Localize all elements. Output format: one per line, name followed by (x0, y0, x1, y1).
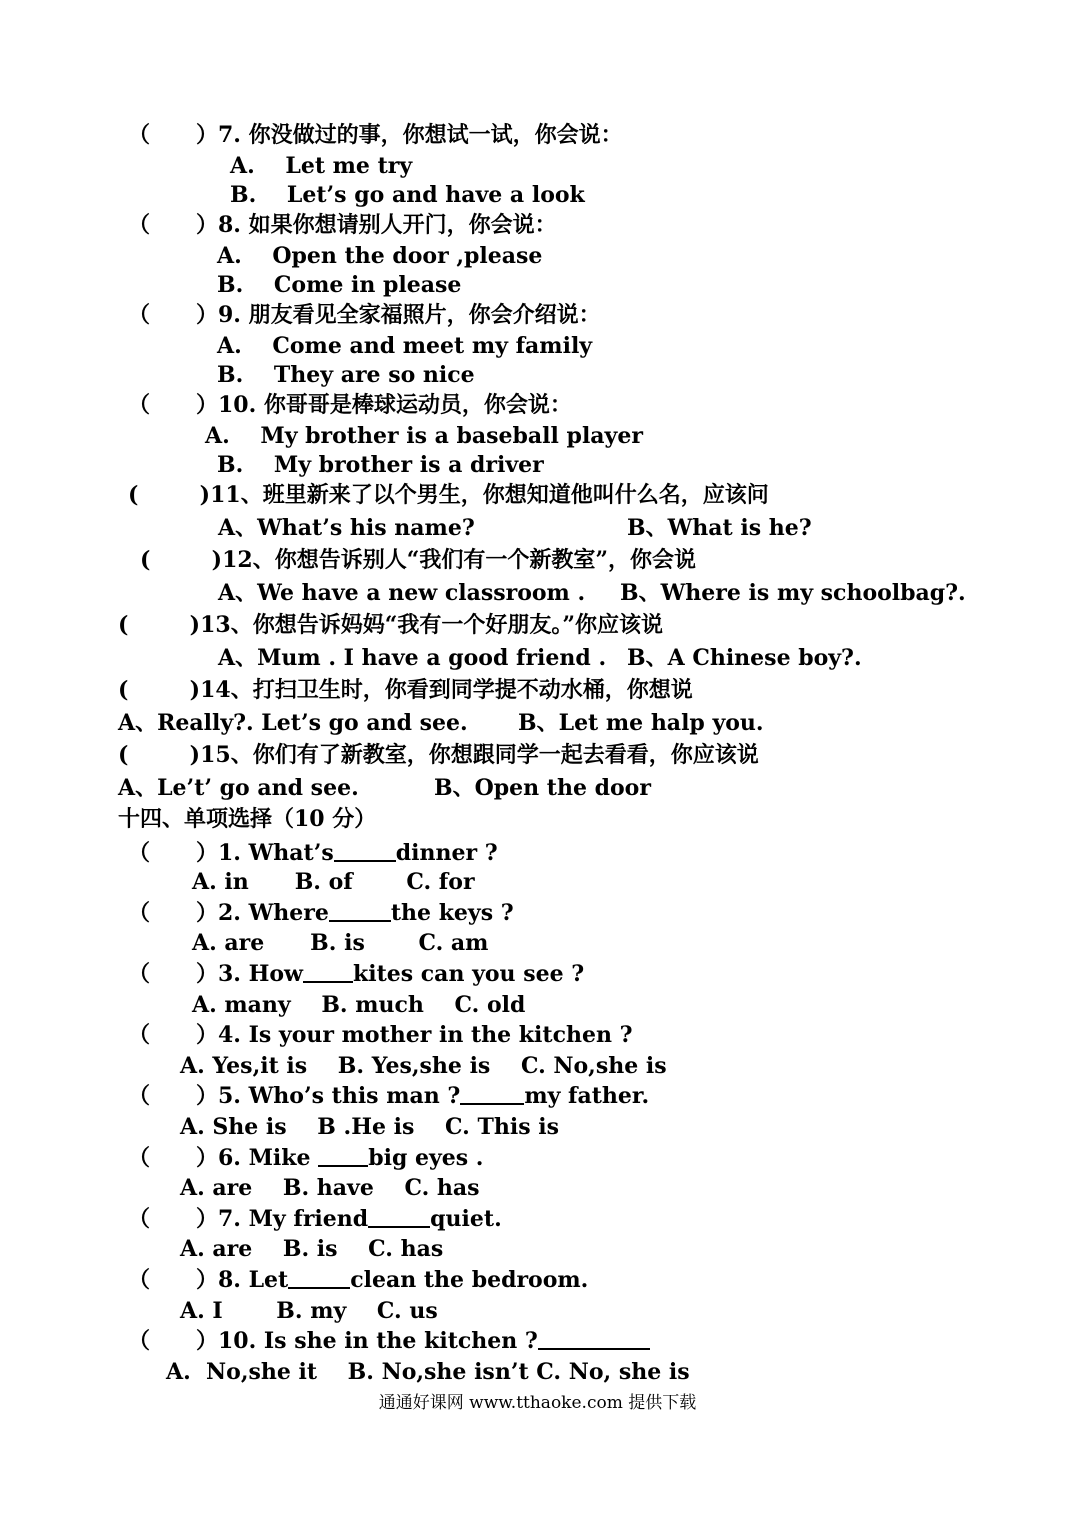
question-15-option-b: B、Open the door (434, 775, 651, 801)
question-15-prompt: ( )15、你们有了新教室，你想跟同学一起去看看，你应该说 (118, 742, 759, 768)
question-11-option-a: A、What’s his name? (218, 515, 475, 541)
mc-6-blank (318, 1145, 368, 1167)
mc-5-options: A. She is B .He is C. This is (180, 1114, 559, 1140)
mc-10-options: A. No,she it B. No,she isn’t C. No, she is (166, 1359, 690, 1385)
question-12-option-b: B、Where is my schoolbag?. (620, 580, 966, 606)
question-12-option-a: A、We have a new classroom . (218, 580, 586, 606)
mc-10-stem: （ ）10. Is she in the kitchen ? (128, 1327, 650, 1355)
mc-10-blank (538, 1328, 650, 1350)
mc-1-options: A. in B. of C. for (192, 869, 475, 895)
mc-1-stem: （ ）1. What’s dinner ? (128, 840, 498, 866)
mc-6-options: A. are B. have C. has (180, 1175, 480, 1201)
question-10-prompt: （ ）10. 你哥哥是棒球运动员，你会说： (128, 392, 572, 418)
question-9-option-b: B. They are so nice (217, 362, 475, 388)
mc-7-stem: （ ）7. My friend quiet. (128, 1206, 502, 1232)
mc-8-options: A. I B. my C. us (180, 1298, 438, 1324)
question-13-option-b: B、A Chinese boy?. (627, 645, 862, 671)
question-10-option-b: B. My brother is a driver (217, 452, 544, 478)
mc-3-options: A. many B. much C. old (192, 992, 526, 1018)
question-14-option-b: B、Let me halp you. (518, 710, 764, 736)
section-14-heading: 十四、单项选择（10 分） (118, 806, 377, 832)
question-13-prompt: ( )13、你想告诉妈妈“我有一个好朋友。”你应该说 (118, 612, 664, 638)
question-8-option-b: B. Come in please (217, 272, 462, 298)
question-10-option-a: A. My brother is a baseball player (205, 423, 643, 449)
mc-8-stem: （ ）8. Let clean the bedroom. (128, 1267, 589, 1293)
mc-5-blank (460, 1083, 524, 1105)
question-14-option-a: A、Really?. Let’s go and see. (118, 710, 468, 736)
question-11-option-b: B、What is he? (627, 515, 812, 541)
mc-7-options: A. are B. is C. has (180, 1236, 444, 1262)
mc-1-blank (334, 840, 396, 862)
mc-2-options: A. are B. is C. am (192, 930, 489, 956)
page-footer: 通通好课网 www.tthaoke.com 提供下载 (378, 1393, 697, 1413)
question-9-option-a: A. Come and meet my family (217, 333, 593, 359)
mc-5-stem: （ ）5. Who’s this man ? my father. (128, 1083, 650, 1109)
question-15-option-a: A、Le’t’ go and see. (118, 775, 359, 801)
question-11-prompt: ( )11、班里新来了以个男生，你想知道他叫什么名，应该问 (128, 482, 769, 508)
mc-3-blank (303, 961, 353, 983)
mc-7-blank (368, 1206, 430, 1228)
question-8-option-a: A. Open the door ,please (217, 243, 543, 269)
question-7-option-a: A. Let me try (230, 153, 413, 179)
question-9-prompt: （ ）9. 朋友看见全家福照片，你会介绍说： (128, 302, 601, 328)
mc-8-blank (288, 1267, 350, 1289)
question-12-prompt: ( )12、你想告诉别人“我们有一个新教室”，你会说 (140, 547, 697, 573)
question-7-option-b: B. Let’s go and have a look (230, 182, 585, 208)
question-8-prompt: （ ）8. 如果你想请别人开门，你会说： (128, 212, 557, 238)
question-7-prompt: （ ）7. 你没做过的事，你想试一试，你会说： (128, 122, 623, 148)
question-14-prompt: ( )14、打扫卫生时，你看到同学提不动水桶，你想说 (118, 677, 693, 703)
mc-2-stem: （ ）2. Where the keys ? (128, 900, 514, 926)
mc-3-stem: （ ）3. How kites can you see ? (128, 961, 585, 987)
question-13-option-a: A、Mum . I have a good friend . (218, 645, 607, 671)
mc-6-stem: （ ）6. Mike big eyes . (128, 1145, 484, 1171)
mc-2-blank (329, 900, 391, 922)
mc-4-stem: （ ）4. Is your mother in the kitchen ? (128, 1022, 633, 1048)
mc-4-options: A. Yes,it is B. Yes,she is C. No,she is (180, 1053, 667, 1079)
